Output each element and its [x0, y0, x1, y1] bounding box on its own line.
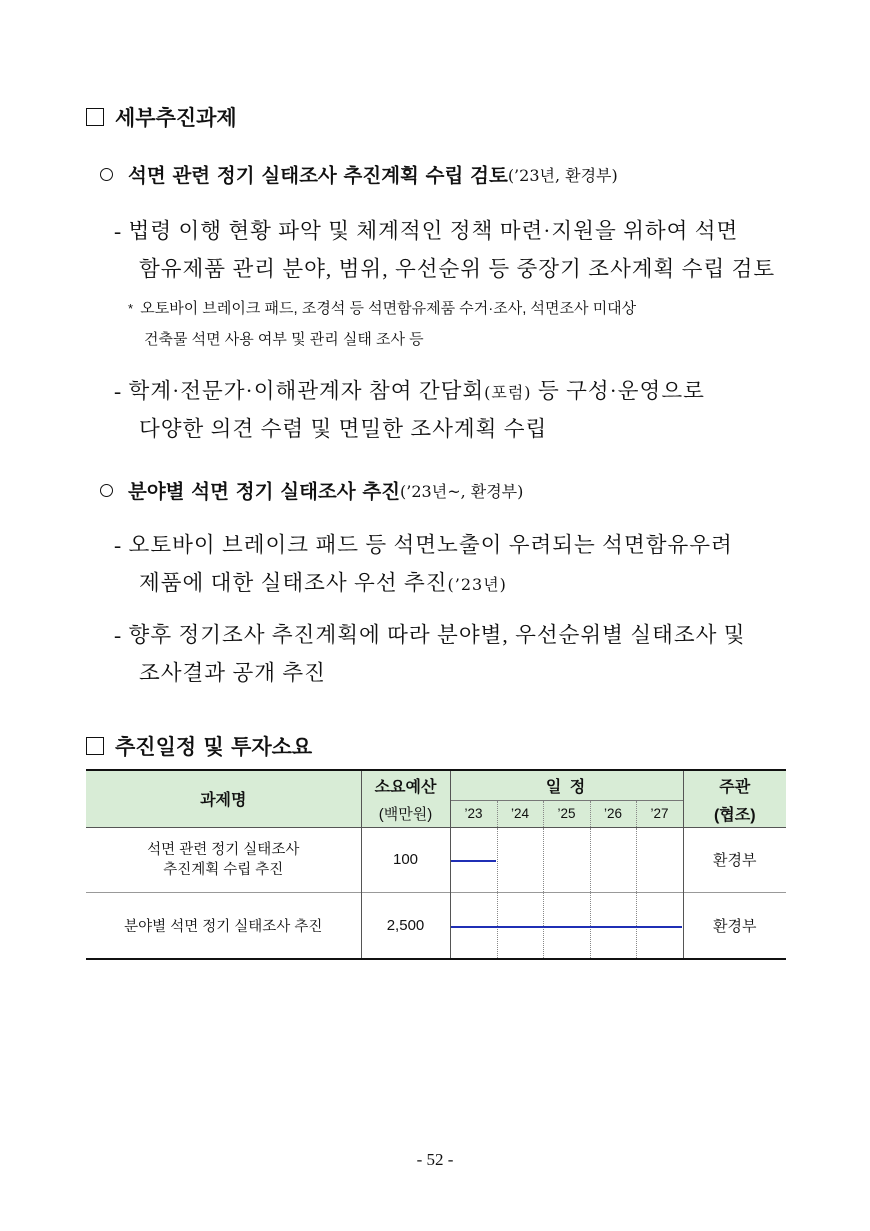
- year-cell: [543, 827, 590, 892]
- task-name-cell: [86, 827, 361, 892]
- bullet-continuation: 조사결과 공개 추진: [139, 661, 326, 685]
- table-row: [86, 827, 786, 892]
- dash-bullet: -: [114, 379, 129, 403]
- task-name-line: 추진계획 수립 추진: [163, 861, 284, 878]
- header-schedule: 일 정: [450, 770, 683, 800]
- budget-cell: 100: [361, 827, 450, 892]
- bullet-note: (포럼): [484, 383, 532, 402]
- footnote-item: [128, 297, 636, 318]
- year-cell: [497, 827, 543, 892]
- checkbox-square-icon: [86, 737, 104, 755]
- schedule-table: [86, 769, 786, 960]
- bullet-text: 학계·전문가·이해관계자 참여 간담회: [128, 379, 485, 403]
- year-header: ’26: [590, 800, 636, 827]
- bullet-continuation: [139, 566, 507, 597]
- bullet-item: [114, 374, 705, 405]
- budget-cell: 2,500: [361, 892, 450, 959]
- bullet-text: 제품에 대한 실태조사 우선 추진: [139, 571, 448, 595]
- header-budget: 소요예산: [361, 770, 450, 800]
- task-name-line: 분야별 석면 정기 실태조사 추진: [124, 918, 323, 935]
- footnote-text: 오토바이 브레이크 패드, 조경석 등 석면함유제품 수거·조사, 석면조사 미대상: [140, 300, 637, 317]
- task-name-cell: [86, 892, 361, 959]
- bullet-item: [114, 214, 738, 245]
- section-header-tasks: [86, 102, 237, 132]
- bullet-continuation: 다양한 의견 수렴 및 면밀한 조사계획 수립: [139, 417, 548, 441]
- dash-bullet: -: [114, 623, 129, 647]
- task-heading-2: [98, 476, 523, 504]
- checkbox-square-icon: [86, 108, 104, 126]
- year-header: ’24: [497, 800, 543, 827]
- bullet-item: [114, 528, 733, 559]
- dash-bullet: -: [114, 533, 129, 557]
- circle-bullet-icon: [100, 168, 113, 181]
- bullet-item: [114, 618, 746, 649]
- section-title: 추진일정 및 투자소요: [115, 735, 313, 759]
- bullet-continuation: 함유제품 관리 분야, 범위, 우선순위 등 중장기 조사계획 수립 검토: [139, 257, 776, 281]
- bullet-text: 법령 이행 현황 파악 및 체계적인 정책 마련·지원을 위하여 석면: [128, 219, 739, 243]
- header-org: 주관: [683, 770, 786, 800]
- header-org-sub: (협조): [683, 800, 786, 827]
- task-note: (’23년, 환경부): [507, 165, 618, 185]
- year-header: ’23: [450, 800, 497, 827]
- bullet-text-end: 등 구성·운영으로: [531, 379, 705, 403]
- org-cell: 환경부: [683, 892, 786, 959]
- year-cell: [590, 827, 636, 892]
- task-heading-1: [98, 160, 618, 188]
- org-cell: 환경부: [713, 852, 757, 869]
- year-header: ’25: [543, 800, 590, 827]
- section-title: 세부추진과제: [115, 106, 237, 130]
- bullet-text: 향후 정기조사 추진계획에 따라 분야별, 우선순위별 실태조사 및: [128, 623, 746, 647]
- footnote-continuation: 건축물 석면 사용 여부 및 관리 실태 조사 등: [144, 331, 424, 348]
- task-title: 석면 관련 정기 실태조사 추진계획 수립 검토: [128, 164, 508, 187]
- section-header-schedule: [86, 731, 312, 761]
- page-number: - 52 -: [416, 1150, 454, 1169]
- circle-bullet-icon: [100, 484, 113, 497]
- dash-bullet: -: [114, 219, 129, 243]
- header-task-name: 과제명: [86, 770, 361, 827]
- gantt-bar: [451, 860, 496, 862]
- bullet-text: 오토바이 브레이크 패드 등 석면노출이 우려되는 석면함유우려: [128, 533, 733, 557]
- task-name-line: 석면 관련 정기 실태조사: [147, 841, 300, 858]
- asterisk-icon: *: [128, 301, 141, 316]
- header-budget-unit: (백만원): [361, 800, 450, 827]
- gantt-bar: [451, 926, 682, 928]
- task-title: 분야별 석면 정기 실태조사 추진: [128, 480, 401, 503]
- task-note: (’23년~, 환경부): [400, 481, 524, 501]
- year-header: ’27: [636, 800, 683, 827]
- year-cell: [636, 827, 683, 892]
- bullet-note: (’23년): [447, 575, 507, 594]
